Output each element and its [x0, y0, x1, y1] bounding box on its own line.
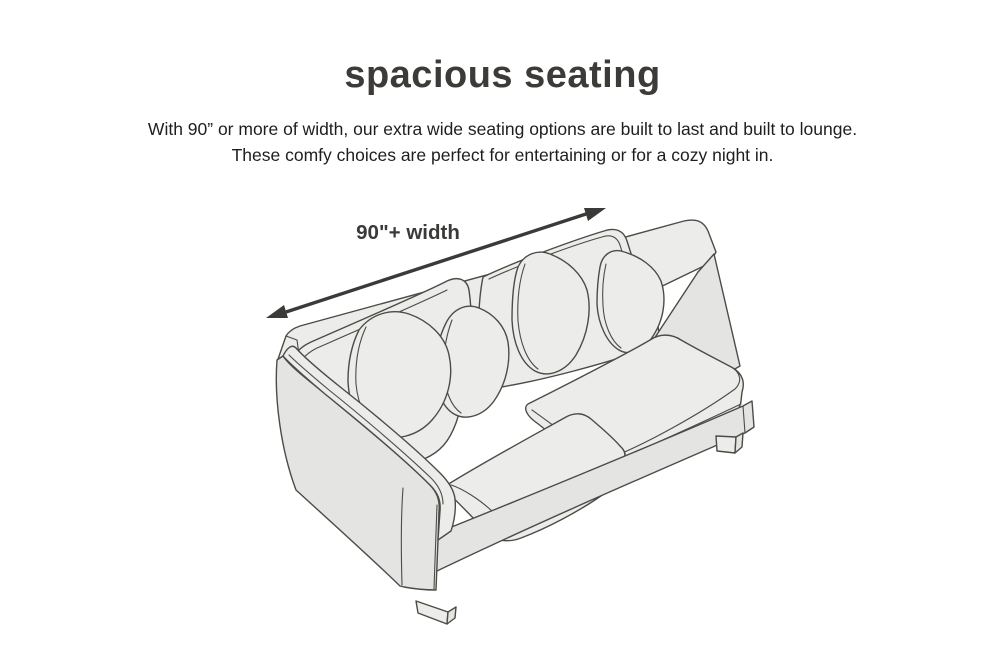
- sofa-illustration: [276, 220, 754, 624]
- front-left-foot: [416, 601, 448, 624]
- width-dimension-label: 90"+ width: [356, 221, 460, 244]
- page-description-line-1: With 90” or more of width, our extra wide seating options are built to last and built to lounge.: [147, 119, 858, 139]
- front-left-foot-side: [447, 607, 456, 624]
- page-title: spacious seating: [344, 54, 661, 96]
- dimension-arrow-head-left: [266, 305, 288, 318]
- right-foot: [716, 436, 736, 453]
- page-description-line-2: These comfy choices are perfect for entertaining or for a cozy night in.: [231, 144, 774, 165]
- dimension-arrow-head-right: [584, 208, 606, 221]
